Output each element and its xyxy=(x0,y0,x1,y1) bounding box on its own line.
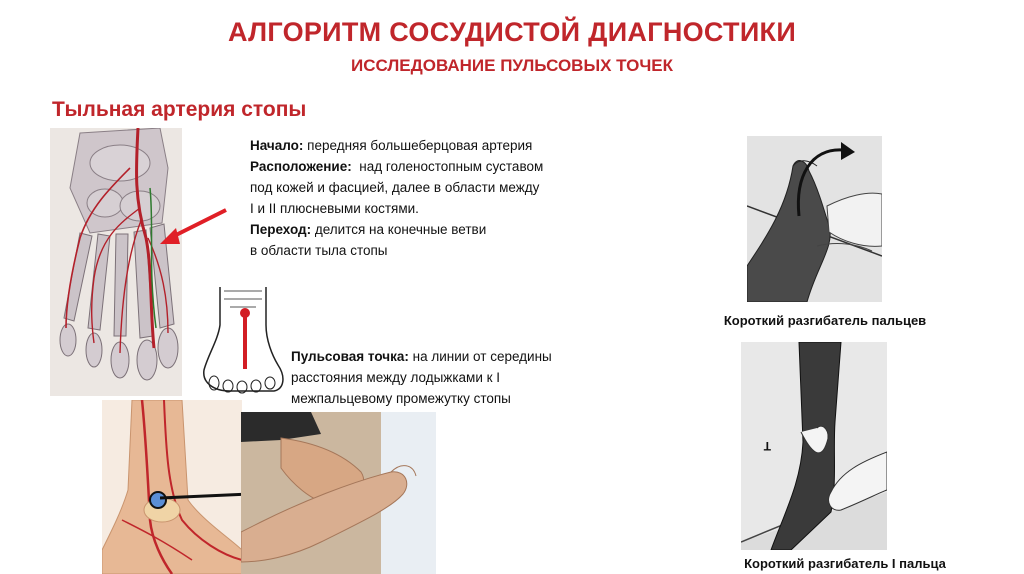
foot-side-illustration xyxy=(102,400,242,574)
transition-line xyxy=(250,219,610,240)
location-label: Расположение: xyxy=(250,159,352,174)
figure-marker-letter: T xyxy=(763,439,771,453)
pulse-label: Пульсовая точка: xyxy=(291,349,409,364)
pointer-arrow-icon xyxy=(152,204,232,254)
palpation-photo xyxy=(241,412,436,574)
transition-text-1: делится на конечные ветви xyxy=(311,222,487,237)
location-line xyxy=(250,156,610,177)
extensor-digitorum-drawing xyxy=(747,136,882,302)
extensor-hallucis-photo xyxy=(741,342,887,550)
start-text: передняя большеберцовая артерия xyxy=(303,138,533,153)
foot-outline-sketch xyxy=(200,285,290,397)
foot-anatomy-drawing xyxy=(50,128,182,396)
pulse-text-2: расстояния между лодыжками к I xyxy=(291,370,501,385)
transition-text-2: в области тыла стопы xyxy=(250,243,388,258)
page-subtitle: ИССЛЕДОВАНИЕ ПУЛЬСОВЫХ ТОЧЕК xyxy=(351,56,673,75)
foot-side-drawing xyxy=(102,400,242,574)
location-text-3: I и II плюсневыми костями. xyxy=(250,201,419,216)
caption-extensor-hallucis: Короткий разгибатель I пальца xyxy=(744,556,946,571)
start-line xyxy=(250,135,610,156)
pulse-text-1: на линии от середины xyxy=(408,349,552,364)
transition-label: Переход: xyxy=(250,222,312,237)
start-label: Начало: xyxy=(250,138,304,153)
location-text-2: под кожей и фасцией, далее в области между xyxy=(250,180,540,195)
pulse-text-3: межпальцевому промежутку стопы xyxy=(291,391,511,406)
extensor-digitorum-photo xyxy=(747,136,882,302)
palpation-photo-drawing xyxy=(241,412,436,574)
section-title: Тыльная артерия стопы xyxy=(52,98,307,121)
caption-extensor-digitorum: Короткий разгибатель пальцев xyxy=(723,313,927,328)
location-text-1: над голеностопным суставом xyxy=(351,159,544,174)
connector-line xyxy=(160,492,250,504)
artery-description xyxy=(250,135,610,261)
foot-anatomy-illustration xyxy=(50,128,182,396)
pulse-line-1 xyxy=(291,346,591,367)
pulse-point-description xyxy=(291,346,591,409)
page-title: АЛГОРИТМ СОСУДИСТОЙ ДИАГНОСТИКИ xyxy=(227,17,797,47)
extensor-hallucis-drawing xyxy=(741,342,887,550)
